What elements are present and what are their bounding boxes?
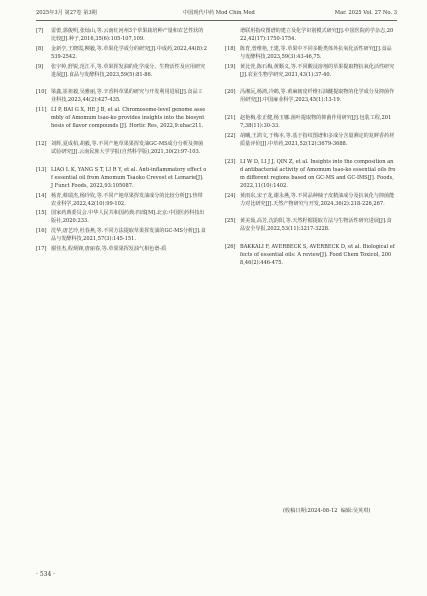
reference-item: [15] 国家药典委员会.中华人民共和国药典:四部[M].北京:中国医药科技出版社,2020:233. xyxy=(36,210,205,225)
reference-item: [24] 黄雨东,宋子龙,谢永燕,等.不同品种柚子皮精油成分及抗氧化与抑菌能力对比研究[J].天然产物研究与开发,2024,36(2):218-226,267. xyxy=(225,192,395,207)
reference-item: [22] 胡曦,王鸿文,于梅本,等.基于指纹图谱和多成分含量测定的复鲜香药材质量评价[J].中草药,2021,52(12):3679-3688. xyxy=(225,132,395,147)
reference-item: [19] 黄比萱,陈石梅,黄顺义,等.不同酸浸溶剂的草果提取物抗氧化活性研究[J].农业生物学研究,2021,43(1):37-40. xyxy=(225,63,395,78)
reference-item: [14] 杨青,蔡瑞杰,杨玲钦,等.不同产地草果挥发油成分的比较分析[J].热带农业科学,2022,42(10):99-102. xyxy=(36,192,203,207)
page-number: · 534 · xyxy=(36,571,56,578)
reference-item: [8] 金新亨,王晓霞,柳毅,等.草果化学成分的研究[J].中成药,2022,44(8):2539-2542. xyxy=(36,45,207,60)
reference-item: [12] 刘辉,夏成柏,胡毅,等.不同产地草果果挥发油GC-MS成分分析及抑菌试验研究[J].云南民族大学学报(自然科学版),2021,30(2):97-103. xyxy=(36,140,204,155)
reference-item-continued: 谱联用指纹图谱的建立及化学识别模式研究[J].中国医院药学杂志,2022,42(17):1750-1754. xyxy=(240,28,394,42)
reference-item: [18] 陈育,曾维艳,王建,等.草果中不同多酚类体外抗氧化活性研究[J].食品与发酵科技,2023,59(3):43-46,75. xyxy=(225,45,392,60)
header-issue-info: 2025年3月 第27卷 第3期 xyxy=(36,10,97,16)
reference-item: [20] 冯湘沅,杨鸿,冷鹤,等.黄麻韧皮纤维石油醚提取物的化学成分及抑菌作用研究[J].中国麻业科学,2023,45(1):13-19. xyxy=(225,89,395,104)
reference-item: [11] LI P, BAI G X, HE J B, et al. Chromosome-level genome assembly of Amomum tsao-ko provides insights into the biosynthesis of flavor compounds [J]. Hortic Res, 2022,9:uhac211. xyxy=(36,107,206,130)
header-journal-name: 中国现代中药 Mod Chin Med xyxy=(183,10,255,16)
reference-item: [10] 梁鑫,崔祖毅,吴雅丽,等.辛香料草果的研究与开发利用进展[J].食品工业科技,2023,44(2):427-435. xyxy=(36,89,203,104)
reference-item: [9] 张宇婷,舒锐,范江平,等.草果挥发油的化学成分、生物活性及应用研究进展[J].食品与发酵科技,2023,59(5):81-86. xyxy=(36,63,206,78)
reference-column-left xyxy=(36,27,207,255)
reference-item: [23] LI W D, LI J J, QIN Z, et al. Insights into the composition and antibacterial activity of Amomum tsao-ko essential oils from different regions based on GC-MS and GC-IMS[J]. Foods, 2022,11(10):1402. xyxy=(225,158,396,189)
reference-item: [7] 雷蕾,郭俊明,张灿山,等.云南红河州3个草果栽培种产量和农艺性状的比较[J].种子,2016,35(6):105-107,109. xyxy=(36,28,204,42)
reference-item: [26] BAKKALI F, AVERBECK S, AVERBECK D, et al. Biological effects of essential oils: A review[J]. Food Chem Toxicol, 2008,46(2):446-475. xyxy=(225,244,395,267)
reference-item: [13] LIAO L K, YANG S T, LI R Y, et al. Anti-inflammatory effect of essential oil from Amomum Tsaoko Crevost et Lemarie[J]. J Funct Foods, 2022,93:105087. xyxy=(36,166,207,189)
received-date-editor: (收稿日期:2024-08-12 编辑:吴英琪) xyxy=(283,508,371,514)
header-issue-info-en: Mar. 2025 Vol. 27 No. 3 xyxy=(334,10,397,16)
reference-item: [16] 沈华,唐艺玲,杜春燕,等.不同方法提取草果挥发油的GC-MS分析[J].食品与发酵科技,2021,57(3):145-151. xyxy=(36,228,206,243)
running-header xyxy=(36,6,397,21)
reference-item: [21] 赵艳梅,张正健,杨玉娜.菌叶提取物的抑菌作用研究[J].包装工程,2017,38(11):30-33. xyxy=(225,115,392,130)
reference-column-right xyxy=(225,27,396,269)
reference-item: [17] 谢佳杰,程炳锋,唐丽春,等.草果果挥发油气相色谱-质 xyxy=(36,245,167,252)
reference-item: [25] 黄美茹,高芳,沈韵阳,等.天然籽榴提取方法与生物活性研究进展[J].食品安全导报,2022,53(11):3217-3228. xyxy=(225,218,392,233)
